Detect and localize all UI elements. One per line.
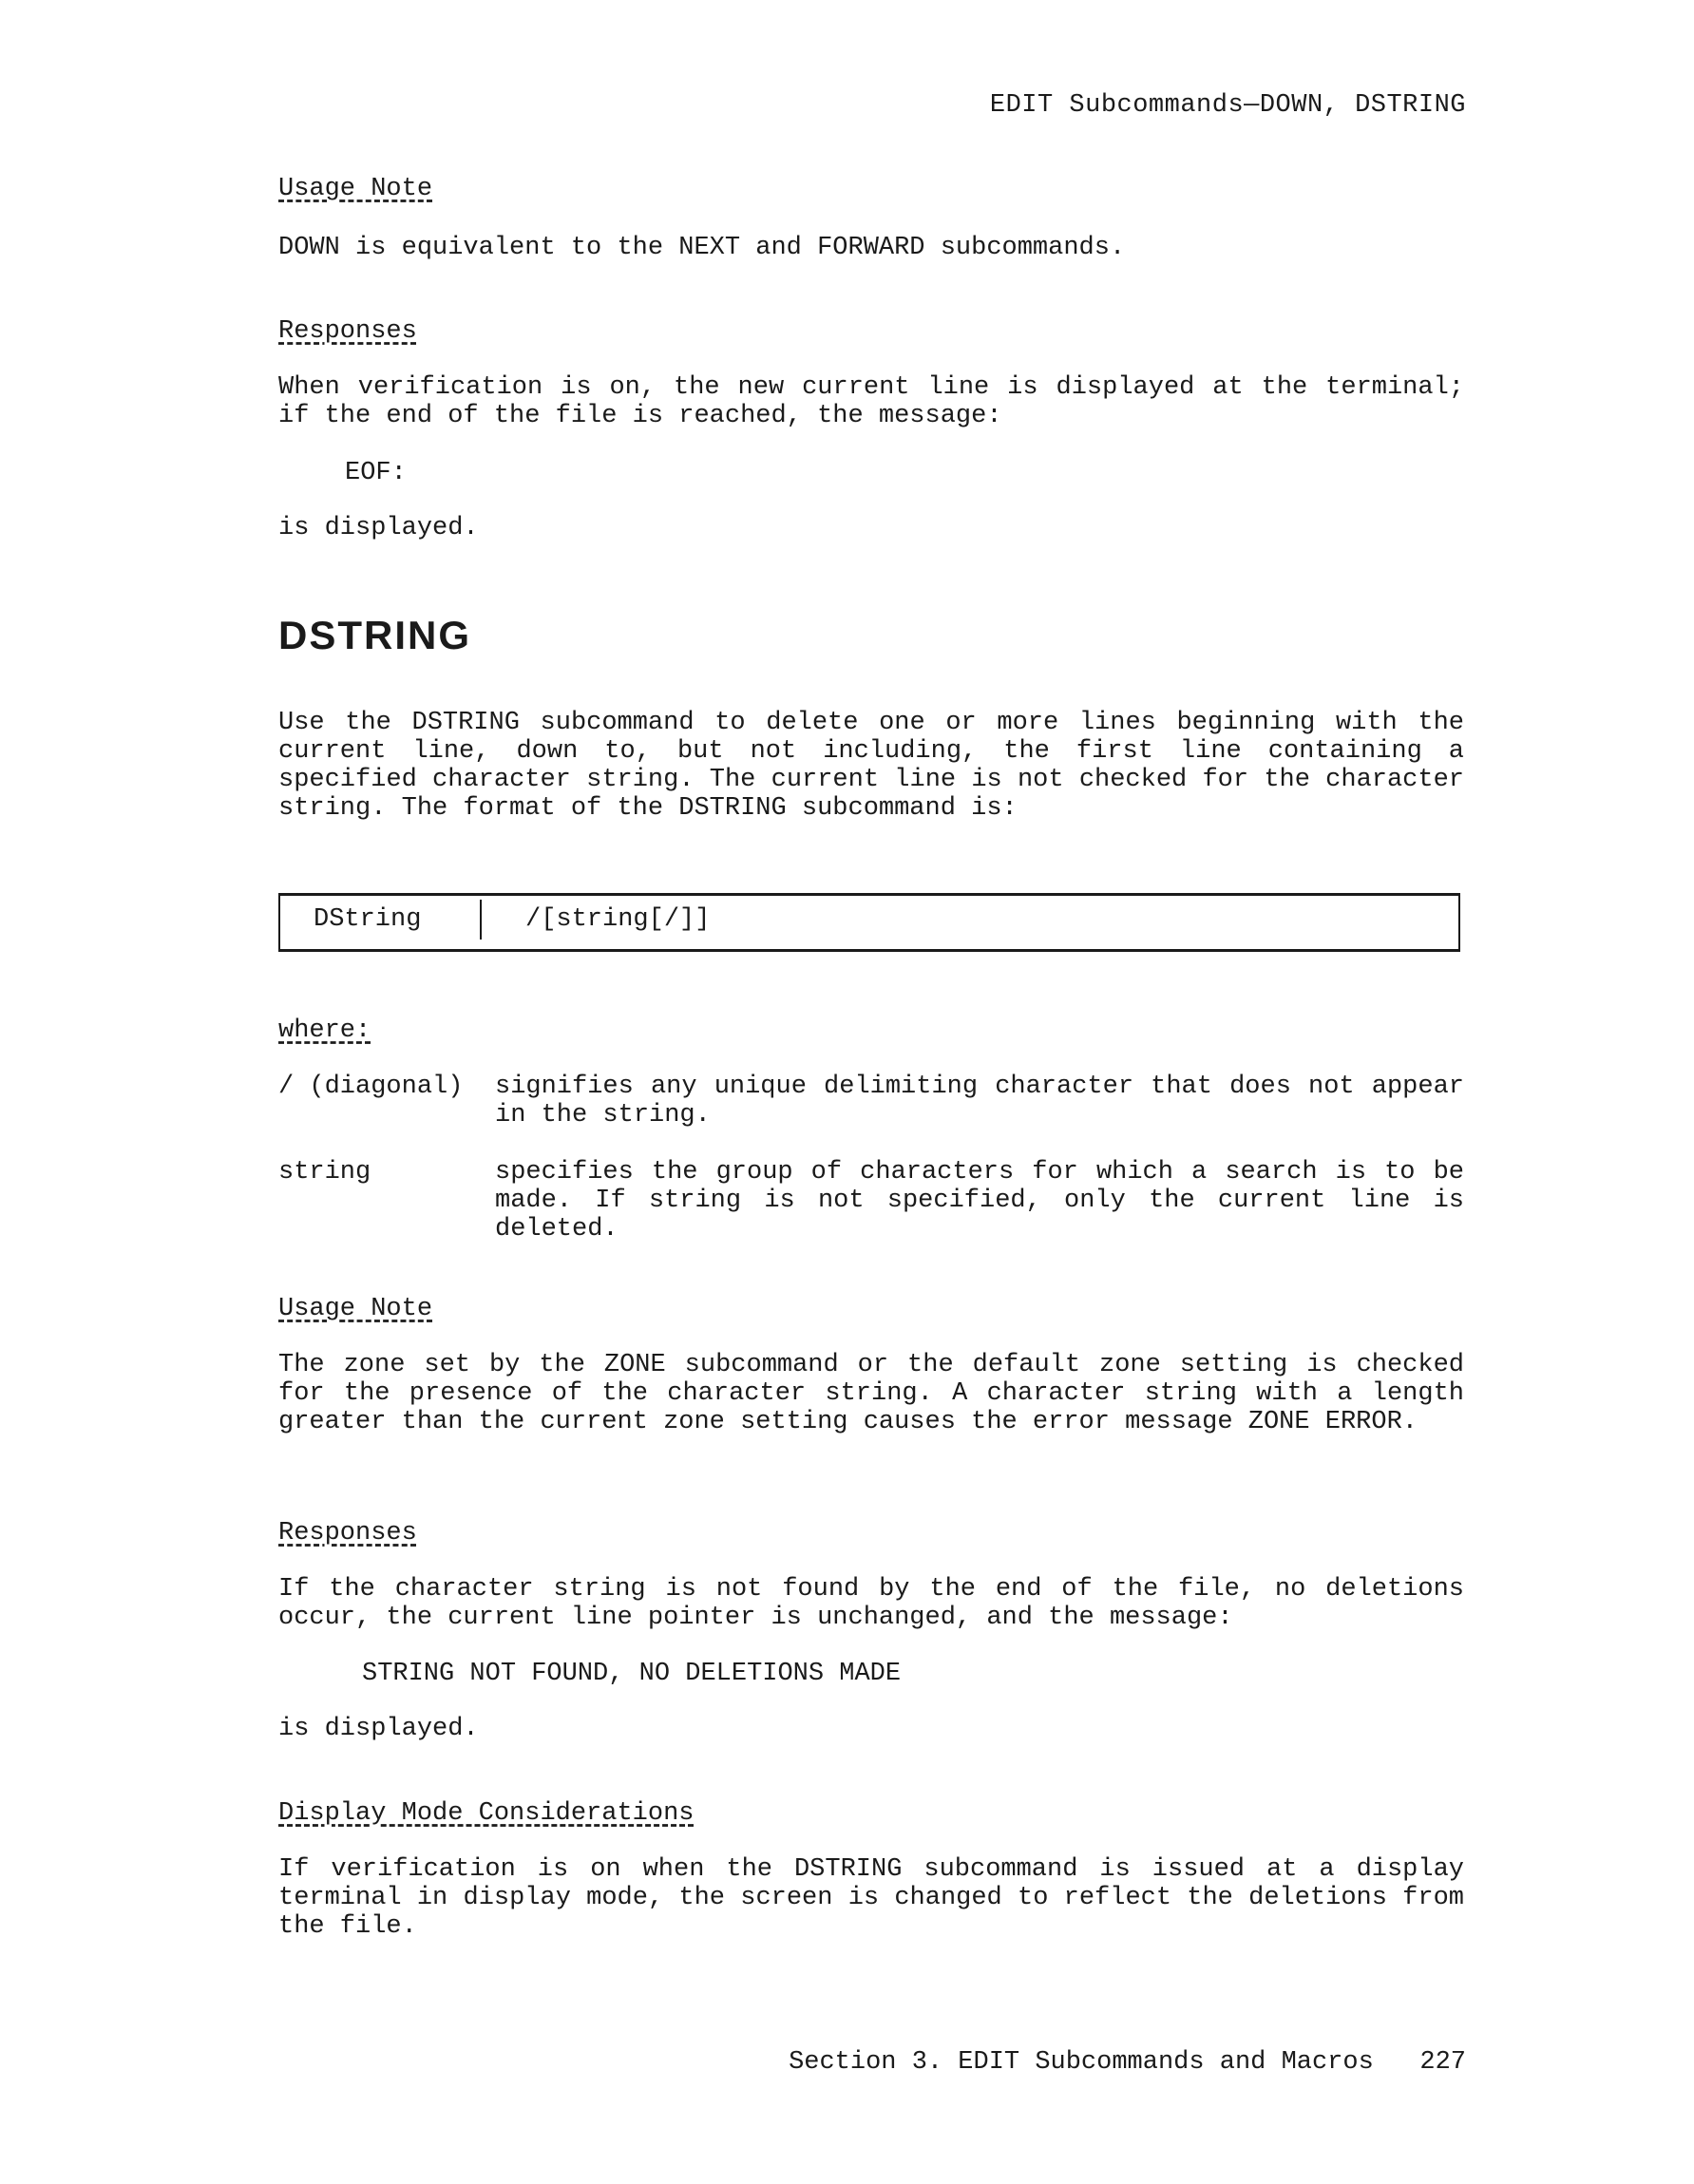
definition-row — [278, 1073, 1464, 1130]
definition-description: signifies any unique delimiting character that does not appear in the string. — [495, 1073, 1464, 1130]
dstring-intro: Use the DSTRING subcommand to delete one or more lines beginning with the current line, down to, but not including, the first line containing a specified character string. The current line is not checked for the character string. The format of the DSTRING subcommand is: — [278, 709, 1464, 823]
syntax-box — [278, 893, 1460, 952]
eof-message: EOF: — [345, 459, 407, 487]
definition-list — [278, 1073, 1464, 1272]
syntax-command: DString — [314, 905, 422, 934]
dstring-usage-text: The zone set by the ZONE subcommand or the default zone setting is checked for the presence of the character string. A character string with a length greater than the current zone setting causes the error message ZONE ERROR. — [278, 1351, 1464, 1436]
dstring-responses-text: If the character string is not found by the end of the file, no deletions occur, the current line pointer is unchanged, and the message: — [278, 1575, 1464, 1632]
display-mode-text: If verification is on when the DSTRING subcommand is issued at a display terminal in display mode, the screen is changed to reflect the deletions from the file. — [278, 1855, 1464, 1941]
definition-term: / (diagonal) — [278, 1073, 464, 1101]
running-head: EDIT Subcommands—DOWN, DSTRING — [989, 91, 1466, 120]
down-usage-heading: Usage Note — [278, 175, 433, 203]
where-label-text: where: — [278, 1016, 371, 1045]
section-title: DSTRING — [278, 613, 471, 657]
page-footer: Section 3. EDIT Subcommands and Macros 227 — [789, 2048, 1466, 2077]
not-found-message: STRING NOT FOUND, NO DELETIONS MADE — [362, 1660, 902, 1688]
down-responses-heading: Responses — [278, 317, 417, 346]
down-displayed-text: is displayed. — [278, 514, 479, 542]
down-responses-text: When verification is on, the new current line is displayed at the terminal; if the end of the file is reached, the message: — [278, 373, 1464, 430]
definition-description: specifies the group of characters for which a search is to be made. If string is not specified, only the current line is deleted. — [495, 1158, 1464, 1244]
display-mode-heading: Display Mode Considerations — [278, 1799, 695, 1828]
syntax-operands: /[string[/]] — [525, 905, 711, 934]
definition-row — [278, 1158, 1464, 1244]
where-label — [278, 1016, 1464, 1045]
down-usage-text: DOWN is equivalent to the NEXT and FORWARD subcommands. — [278, 234, 1126, 262]
dstring-usage-heading: Usage Note — [278, 1295, 433, 1323]
definition-term: string — [278, 1158, 371, 1187]
dstring-responses-heading: Responses — [278, 1519, 417, 1548]
syntax-separator — [480, 900, 482, 940]
dstring-displayed-text: is displayed. — [278, 1715, 479, 1743]
